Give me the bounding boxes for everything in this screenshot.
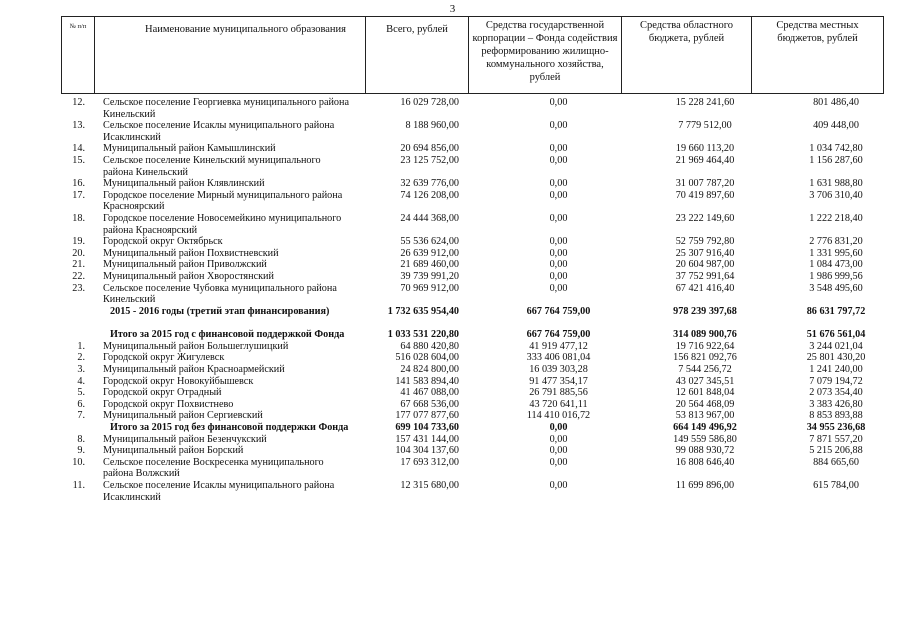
municipality-name: Сельское поселение Чубовка муниципального района Кинельский [103, 282, 337, 306]
regional-amount: 156 821 092,76 [673, 352, 737, 364]
row-number: 15. [72, 154, 85, 166]
municipality-name: Муниципальный район Клявлинский [103, 178, 265, 190]
local-amount: 1 034 742,80 [809, 143, 863, 155]
local-amount: 1 331 995,60 [809, 247, 863, 259]
regional-amount: 99 088 930,72 [675, 445, 735, 457]
municipality-name: Муниципальный район Приволжский [103, 259, 267, 271]
local-amount: 1 084 473,00 [809, 259, 863, 271]
local-amount: 2 776 831,20 [809, 236, 863, 248]
table-row [61, 434, 883, 446]
regional-amount: 37 752 991,64 [675, 270, 735, 282]
regional-amount: 978 239 397,68 [673, 305, 737, 317]
municipality-name: Сельское поселение Исаклы муниципального района Исаклинский [103, 120, 335, 143]
local-amount: 1 986 999,56 [809, 270, 863, 282]
local-amount: 3 244 021,04 [809, 340, 863, 352]
table-row [61, 457, 883, 480]
header-regional: Средства областного бюджета, рублей [622, 17, 752, 94]
local-amount: 7 079 194,72 [809, 375, 863, 387]
row-number [61, 329, 94, 341]
local-amount: 34 955 236,68 [806, 422, 866, 434]
row-number: 5. [77, 387, 85, 399]
row-number: 19. [72, 236, 85, 248]
municipality-name: Муниципальный район Борский [103, 445, 244, 457]
fund-amount: 0,00 [549, 270, 568, 282]
table-row [61, 143, 883, 155]
row-number: 14. [72, 143, 85, 155]
local-amount: 3 548 495,60 [809, 282, 863, 294]
regional-amount: 53 813 967,00 [675, 410, 735, 422]
fund-amount: 0,00 [549, 445, 568, 457]
municipality-name: Городской округ Похвистнево [103, 398, 234, 410]
fund-amount: 0,00 [549, 178, 568, 190]
regional-amount: 31 007 787,20 [675, 178, 735, 190]
fund-amount: 0,00 [549, 212, 568, 224]
fund-amount: 0,00 [549, 480, 568, 491]
local-amount: 51 676 561,04 [806, 329, 866, 341]
fund-amount: 0,00 [549, 154, 568, 166]
regional-amount: 149 559 586,80 [673, 433, 737, 445]
row-number: 13. [72, 120, 85, 132]
local-amount: 801 486,40 [813, 97, 859, 108]
local-amount: 5 215 206,88 [809, 445, 863, 457]
municipality-name: Муниципальный район Сергиевский [103, 410, 263, 422]
total-amount: 17 693 312,00 [400, 456, 459, 468]
row-number: 7. [77, 410, 85, 422]
regional-amount: 20 564 468,09 [675, 398, 735, 410]
municipality-name: Городской округ Жигулевск [103, 352, 225, 364]
municipality-name: Сельское поселение Кинельский муниципального района Кинельский [103, 154, 321, 178]
header-no: № п/п [62, 17, 95, 94]
fund-amount: 667 764 759,00 [526, 329, 591, 341]
local-amount: 2 073 354,40 [809, 387, 863, 399]
total-amount: 32 639 776,00 [400, 178, 459, 190]
municipality-name: Сельское поселение Георгиевка муниципального района Кинельский [103, 97, 349, 120]
table-row [61, 155, 883, 178]
local-amount: 1 241 240,00 [809, 364, 863, 376]
row-number: 1. [77, 340, 85, 352]
municipality-name: Итого за 2015 год с финансовой поддержкой Фонда [110, 329, 345, 341]
fund-amount: 0,00 [549, 189, 568, 201]
fund-amount: 0,00 [549, 247, 568, 259]
regional-amount: 19 660 113,20 [675, 143, 735, 155]
regional-amount: 7 544 256,72 [678, 364, 732, 376]
municipality-name: Муниципальный район Камышлинский [103, 143, 276, 155]
header-name: Наименование муниципального образования [95, 17, 366, 94]
fund-amount: 0,00 [549, 97, 568, 108]
regional-amount: 664 149 496,92 [673, 422, 737, 434]
municipality-name: Сельское поселение Исаклы муниципального района Исаклинский [103, 480, 335, 503]
table-row [61, 445, 883, 457]
fund-amount: 0,00 [549, 433, 568, 445]
row-number: 20. [72, 247, 85, 259]
regional-amount: 314 089 900,76 [673, 329, 737, 341]
regional-amount: 43 027 345,51 [675, 375, 735, 387]
total-amount: 8 188 960,00 [405, 120, 459, 132]
fund-amount: 0,00 [549, 282, 568, 294]
regional-amount: 20 604 987,00 [675, 259, 735, 271]
local-amount: 1 222 218,40 [809, 212, 863, 224]
municipality-name: Муниципальный район Хворостянский [103, 270, 274, 282]
table-header [61, 16, 884, 94]
total-amount: 1 033 531 220,80 [387, 329, 459, 341]
row-number: 3. [77, 364, 85, 376]
table-row [61, 259, 883, 271]
municipality-name: 2015 - 2016 годы (третий этап финансирования) [110, 305, 330, 317]
total-amount: 20 694 856,00 [400, 143, 459, 155]
regional-amount: 16 808 646,40 [675, 456, 735, 468]
row-number: 17. [72, 189, 85, 201]
total-amount: 141 583 894,40 [395, 375, 459, 387]
fund-amount: 0,00 [549, 236, 568, 248]
total-amount: 67 668 536,00 [400, 398, 459, 410]
total-amount: 104 304 137,60 [395, 445, 459, 457]
fund-amount: 0,00 [549, 143, 568, 155]
row-number: 22. [72, 270, 85, 282]
total-amount: 41 467 088,00 [400, 387, 459, 399]
table-row [61, 248, 883, 260]
header-fund: Средства государственной корпорации – Фонда содействия реформированию жилищно-коммунального хозяйства, рублей [469, 17, 622, 94]
row-number: 18. [72, 212, 85, 224]
row-number: 12. [72, 97, 85, 108]
fund-amount: 0,00 [549, 259, 568, 271]
total-amount: 24 824 800,00 [400, 364, 459, 376]
municipality-name: Городской округ Отрадный [103, 387, 222, 399]
local-amount: 884 665,60 [813, 456, 859, 468]
fund-amount: 91 477 354,17 [529, 375, 588, 387]
regional-amount: 11 699 896,00 [675, 480, 735, 491]
total-amount: 26 639 912,00 [400, 247, 459, 259]
fund-amount: 667 764 759,00 [526, 305, 591, 317]
municipality-name: Сельское поселение Воскресенка муниципального района Волжский [103, 456, 324, 480]
municipality-name: Городское поселение Новосемейкино муниципального района Красноярский [103, 212, 342, 236]
row-number: 9. [77, 445, 85, 457]
fund-amount: 333 406 081,04 [526, 352, 591, 364]
local-amount: 409 448,00 [813, 120, 859, 132]
total-row [61, 422, 883, 434]
table-row [61, 480, 883, 503]
table-row [61, 283, 883, 306]
regional-amount: 25 307 916,40 [675, 247, 735, 259]
page-number: 3 [449, 3, 456, 15]
municipality-name: Городской округ Октябрьск [103, 236, 223, 248]
total-amount: 21 689 460,00 [400, 259, 459, 271]
table-row [61, 120, 883, 143]
municipality-name: Муниципальный район Безенчукский [103, 433, 267, 445]
table-row [61, 271, 883, 283]
regional-amount: 67 421 416,40 [675, 282, 735, 294]
row-number: 23. [72, 282, 85, 294]
row-number [61, 306, 94, 318]
fund-amount: 26 791 885,56 [529, 387, 588, 399]
regional-amount: 19 716 922,64 [675, 340, 735, 352]
municipality-name: Городское поселение Мирный муниципального района Красноярский [103, 189, 343, 213]
total-amount: 24 444 368,00 [400, 212, 459, 224]
table-row [61, 352, 883, 364]
municipality-name: Итого за 2015 год без финансовой поддержки Фонда [110, 422, 349, 434]
spacer-cell [61, 317, 883, 329]
local-amount: 1 156 287,60 [809, 154, 863, 166]
table-row [61, 399, 883, 411]
table-row [61, 190, 883, 213]
fund-amount: 43 720 641,11 [529, 398, 588, 410]
row-number: 8. [77, 433, 85, 445]
table-row [61, 236, 883, 248]
total-amount: 39 739 991,20 [400, 270, 459, 282]
row-number: 6. [77, 398, 85, 410]
row-number: 2. [77, 352, 85, 364]
table-row [61, 387, 883, 399]
row-number: 21. [72, 259, 85, 271]
total-row [61, 306, 883, 318]
local-amount: 1 631 988,80 [809, 178, 863, 190]
fund-amount: 0,00 [549, 120, 568, 132]
total-amount: 1 732 635 954,40 [387, 305, 459, 317]
municipality-name: Муниципальный район Похвистневский [103, 247, 279, 259]
total-amount: 699 104 733,60 [395, 422, 459, 434]
total-amount: 23 125 752,00 [400, 154, 459, 166]
regional-amount: 12 601 848,04 [675, 387, 735, 399]
table-row [61, 97, 883, 120]
fund-amount: 16 039 303,28 [529, 364, 588, 376]
row-number: 10. [72, 456, 85, 468]
local-amount: 8 853 893,88 [809, 410, 863, 422]
total-row [61, 329, 883, 341]
row-number: 16. [72, 178, 85, 190]
local-amount: 86 631 797,72 [806, 305, 866, 317]
table-row [61, 410, 883, 422]
total-amount: 157 431 144,00 [395, 433, 459, 445]
local-amount: 25 801 430,20 [806, 352, 866, 364]
regional-amount: 23 222 149,60 [675, 212, 735, 224]
local-amount: 615 784,00 [813, 480, 859, 491]
municipality-name: Муниципальный район Большеглушицкий [103, 340, 289, 352]
total-amount: 55 536 624,00 [400, 236, 459, 248]
table-row [61, 364, 883, 376]
table-row [61, 341, 883, 353]
table-row [61, 213, 883, 236]
row-number [61, 422, 94, 434]
regional-amount: 21 969 464,40 [675, 154, 735, 166]
total-amount: 516 028 604,00 [395, 352, 459, 364]
data-table [61, 97, 883, 503]
local-amount: 7 871 557,20 [809, 433, 863, 445]
municipality-name: Городской округ Новокуйбышевск [103, 375, 254, 387]
row-number: 4. [77, 375, 85, 387]
regional-amount: 15 228 241,60 [675, 97, 735, 108]
total-amount: 12 315 680,00 [400, 480, 459, 491]
header-local: Средства местных бюджетов, рублей [752, 17, 884, 94]
regional-amount: 7 779 512,00 [678, 120, 732, 132]
municipality-name: Муниципальный район Красноармейский [103, 364, 285, 376]
total-amount: 16 029 728,00 [400, 97, 459, 108]
fund-amount: 41 919 477,12 [529, 340, 588, 352]
regional-amount: 70 419 897,60 [675, 189, 735, 201]
total-amount: 177 077 877,60 [395, 410, 459, 422]
fund-amount: 0,00 [549, 422, 568, 434]
fund-amount: 0,00 [549, 456, 568, 468]
row-number: 11. [72, 480, 85, 491]
table-row [61, 376, 883, 388]
header-total: Всего, рублей [366, 17, 469, 94]
total-amount: 70 969 912,00 [400, 282, 459, 294]
spacer-row [61, 317, 883, 329]
table-row [61, 178, 883, 190]
total-amount: 74 126 208,00 [400, 189, 459, 201]
local-amount: 3 706 310,40 [809, 189, 863, 201]
total-amount: 64 880 420,80 [400, 340, 459, 352]
fund-amount: 114 410 016,72 [526, 410, 591, 422]
local-amount: 3 383 426,80 [809, 398, 863, 410]
regional-amount: 52 759 792,80 [675, 236, 735, 248]
